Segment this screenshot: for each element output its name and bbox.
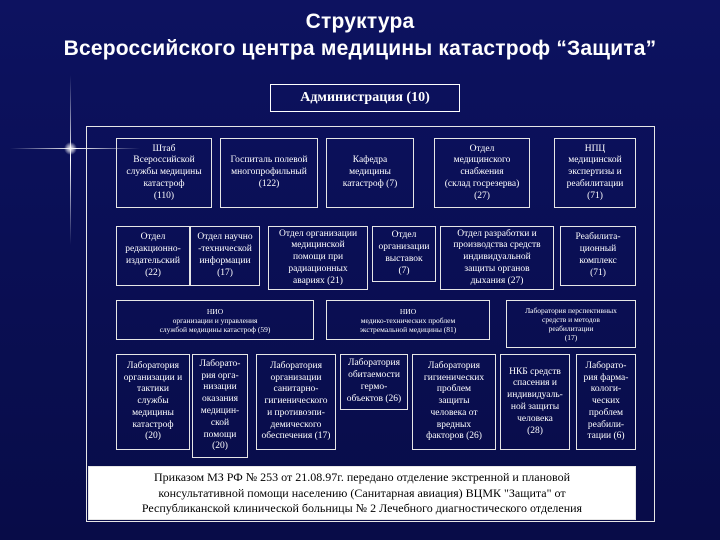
medical-supply-box: Отдел медицинского снабжения (склад госрезерва) (27) <box>434 138 530 208</box>
lab-organization-tactics-box: Лаборатория организации и тактики службы медицины катастроф (20) <box>116 354 190 450</box>
science-info-department-box: Отдел научно -технической информации (17) <box>190 226 260 286</box>
radiation-accidents-department-box: Отдел организации медицинской помощи при радиационных авариях (21) <box>268 226 368 290</box>
light-flare-center <box>64 142 77 155</box>
order-notice: Приказом МЗ РФ № 253 от 21.08.97г. передано отделение экстренной и плановой консультативной помощи населению (Санитарная авиация) ВЦМК "Защита" от Республиканской клинической больницы № 2 Лечебного диагностического отделения <box>88 466 636 520</box>
lab-pharmacology-box: Лаборато- рия фарма- кологи- ческих проблем реабили- тации (6) <box>576 354 636 450</box>
lab-habitability-box: Лаборатория обитаемости гермо- объектов (26) <box>340 354 408 410</box>
page-title <box>0 8 720 62</box>
lab-medical-aid-box: Лаборато- рия орга- низации оказания медицин- ской помощи (20) <box>192 354 248 458</box>
staff-box: Штаб Всероссийской службы медицины катастроф (110) <box>116 138 212 208</box>
nio-organization-box: НИО организации и управления службой медицины катастроф (59) <box>116 300 314 340</box>
nio-medtech-box: НИО медико-технических проблем экстремальной медицины (81) <box>326 300 490 340</box>
field-hospital-box: Госпиталь полевой многопрофильный (122) <box>220 138 318 208</box>
nkb-rescue-means-box: НКБ средств спасения и индивидуаль- ной защиты человека (28) <box>500 354 570 450</box>
light-flare-vertical <box>70 75 71 245</box>
administration-box: Администрация (10) <box>270 84 460 112</box>
title-line-2: Всероссийского центра медицины катастроф “Защита” <box>63 37 657 60</box>
respiratory-protection-department-box: Отдел разработки и производства средств индивидуальной защиты органов дыхания (27) <box>440 226 554 290</box>
lab-sanitary-hygiene-box: Лаборатория организации санитарно- гигиенического и противоэпи- демического обеспечения (17) <box>256 354 336 450</box>
department-chair-box: Кафедра медицины катастроф (7) <box>326 138 414 208</box>
editorial-department-box: Отдел редакционно- издательский (22) <box>116 226 190 286</box>
rehab-complex-box: Реабилита- ционный комплекс (71) <box>560 226 636 286</box>
title-line-1: Структура <box>305 10 415 33</box>
lab-hygiene-protection-box: Лаборатория гигиенических проблем защиты человека от вредных факторов (26) <box>412 354 496 450</box>
exhibitions-department-box: Отдел организации выставок (7) <box>372 226 436 282</box>
perspective-rehab-lab-box: Лаборатория перспективных средств и методов реабилитации (17) <box>506 300 636 348</box>
npc-expertise-box: НПЦ медицинской экспертизы и реабилитации (71) <box>554 138 636 208</box>
